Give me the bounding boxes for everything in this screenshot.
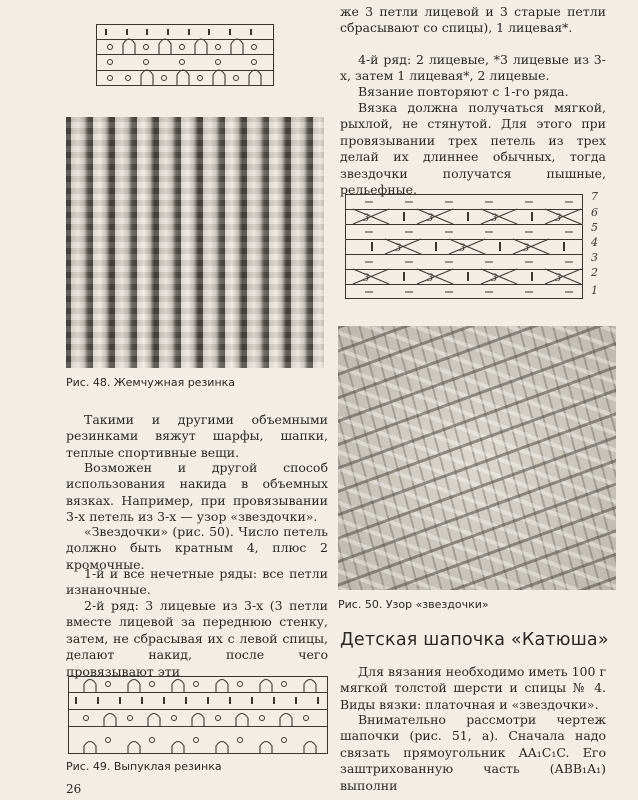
left-paragraph-2: Возможен и другой способ использования накида в объемных вязках. Например, при провязывании 3-х петель из 3-х — узор «звездочки». <box>66 460 328 525</box>
right-paragraph-6: Внимательно рассмотри чертеж шапочки (рис. 51, а). Сначала надо связать прямоугольник AA₁C₁C. Его заштрихованную часть (ABB₁A₁) выполни <box>340 712 606 793</box>
page-number: 26 <box>66 782 82 796</box>
chart-cell-label: 3 <box>459 243 466 254</box>
right-paragraph-4: Вязка должна получаться мягкой, рыхлой, не стянутой. Для этого при провязывании трех петель из трех делай их длиннее обычных, тогда звездочки получатся пышные, рельефные. <box>340 100 606 198</box>
right-paragraph-1: же 3 петли лицевой и 3 старые петли сбрасывают со спицы), 1 лицевая*. <box>340 4 606 36</box>
chart-cell-label: 3 <box>491 213 498 224</box>
fig49-caption: Рис. 49. Выпуклая резинка <box>66 760 222 773</box>
fig50-knitting-chart <box>345 190 615 302</box>
chart-cell-label: 3 <box>427 213 434 224</box>
row-number: 4 <box>591 236 598 249</box>
fig48-photo-pearl-rib <box>66 117 324 368</box>
row-number: 3 <box>591 251 598 264</box>
row-number: 2 <box>591 266 598 279</box>
chart-cell-label: 3 <box>555 273 562 284</box>
row-number: 6 <box>591 206 598 219</box>
row-number: 1 <box>591 284 598 297</box>
chart-cell-label: 3 <box>523 243 530 254</box>
fig48-caption: Рис. 48. Жемчужная резинка <box>66 376 236 389</box>
right-paragraph-3: Вязание повторяют с 1-го ряда. <box>358 84 569 99</box>
row-number: 5 <box>591 221 598 234</box>
right-paragraph-5: Для вязания необходимо иметь 100 г мягкой толстой шерсти и спицы № 4. Виды вязки: платочная и «звездочки». <box>340 664 606 712</box>
chart-cell-label: 3 <box>555 213 562 224</box>
section-title: Детская шапочка «Катюша» <box>340 630 609 650</box>
fig50-caption: Рис. 50. Узор «звездочки» <box>338 598 489 611</box>
left-paragraph-1: Такими и другими объемными резинками вяжут шарфы, шапки, теплые спортивные вещи. <box>66 412 328 460</box>
chart-cell-label: 3 <box>363 273 370 284</box>
chart-cell-label: 3 <box>491 273 498 284</box>
right-paragraph-2: 4-й ряд: 2 лицевые, *3 лицевые из 3-х, затем 1 лицевая*, 2 лицевые. <box>340 52 606 84</box>
chart-cell-label: 3 <box>363 213 370 224</box>
left-paragraph-5: 2-й ряд: 3 лицевые из 3-х (3 петли вместе лицевой за переднюю стенку, затем, не сбрасывая их с левой спицы, делают накид, после чего провязывают эти <box>66 598 328 679</box>
chart-cell-label: 3 <box>395 243 402 254</box>
fig50-photo-stars-pattern <box>338 326 616 590</box>
left-paragraph-3: «Звездочки» (рис. 50). Число петель должно быть кратным 4, плюс 2 кромочные. <box>66 524 328 572</box>
fig47-knitting-chart <box>96 24 274 86</box>
left-paragraph-4: 1-й и все нечетные ряды: все петли изнаночные. <box>66 566 328 598</box>
row-number: 7 <box>591 190 598 203</box>
chart-cell-label: 3 <box>427 273 434 284</box>
fig49-knitting-chart <box>68 676 328 754</box>
